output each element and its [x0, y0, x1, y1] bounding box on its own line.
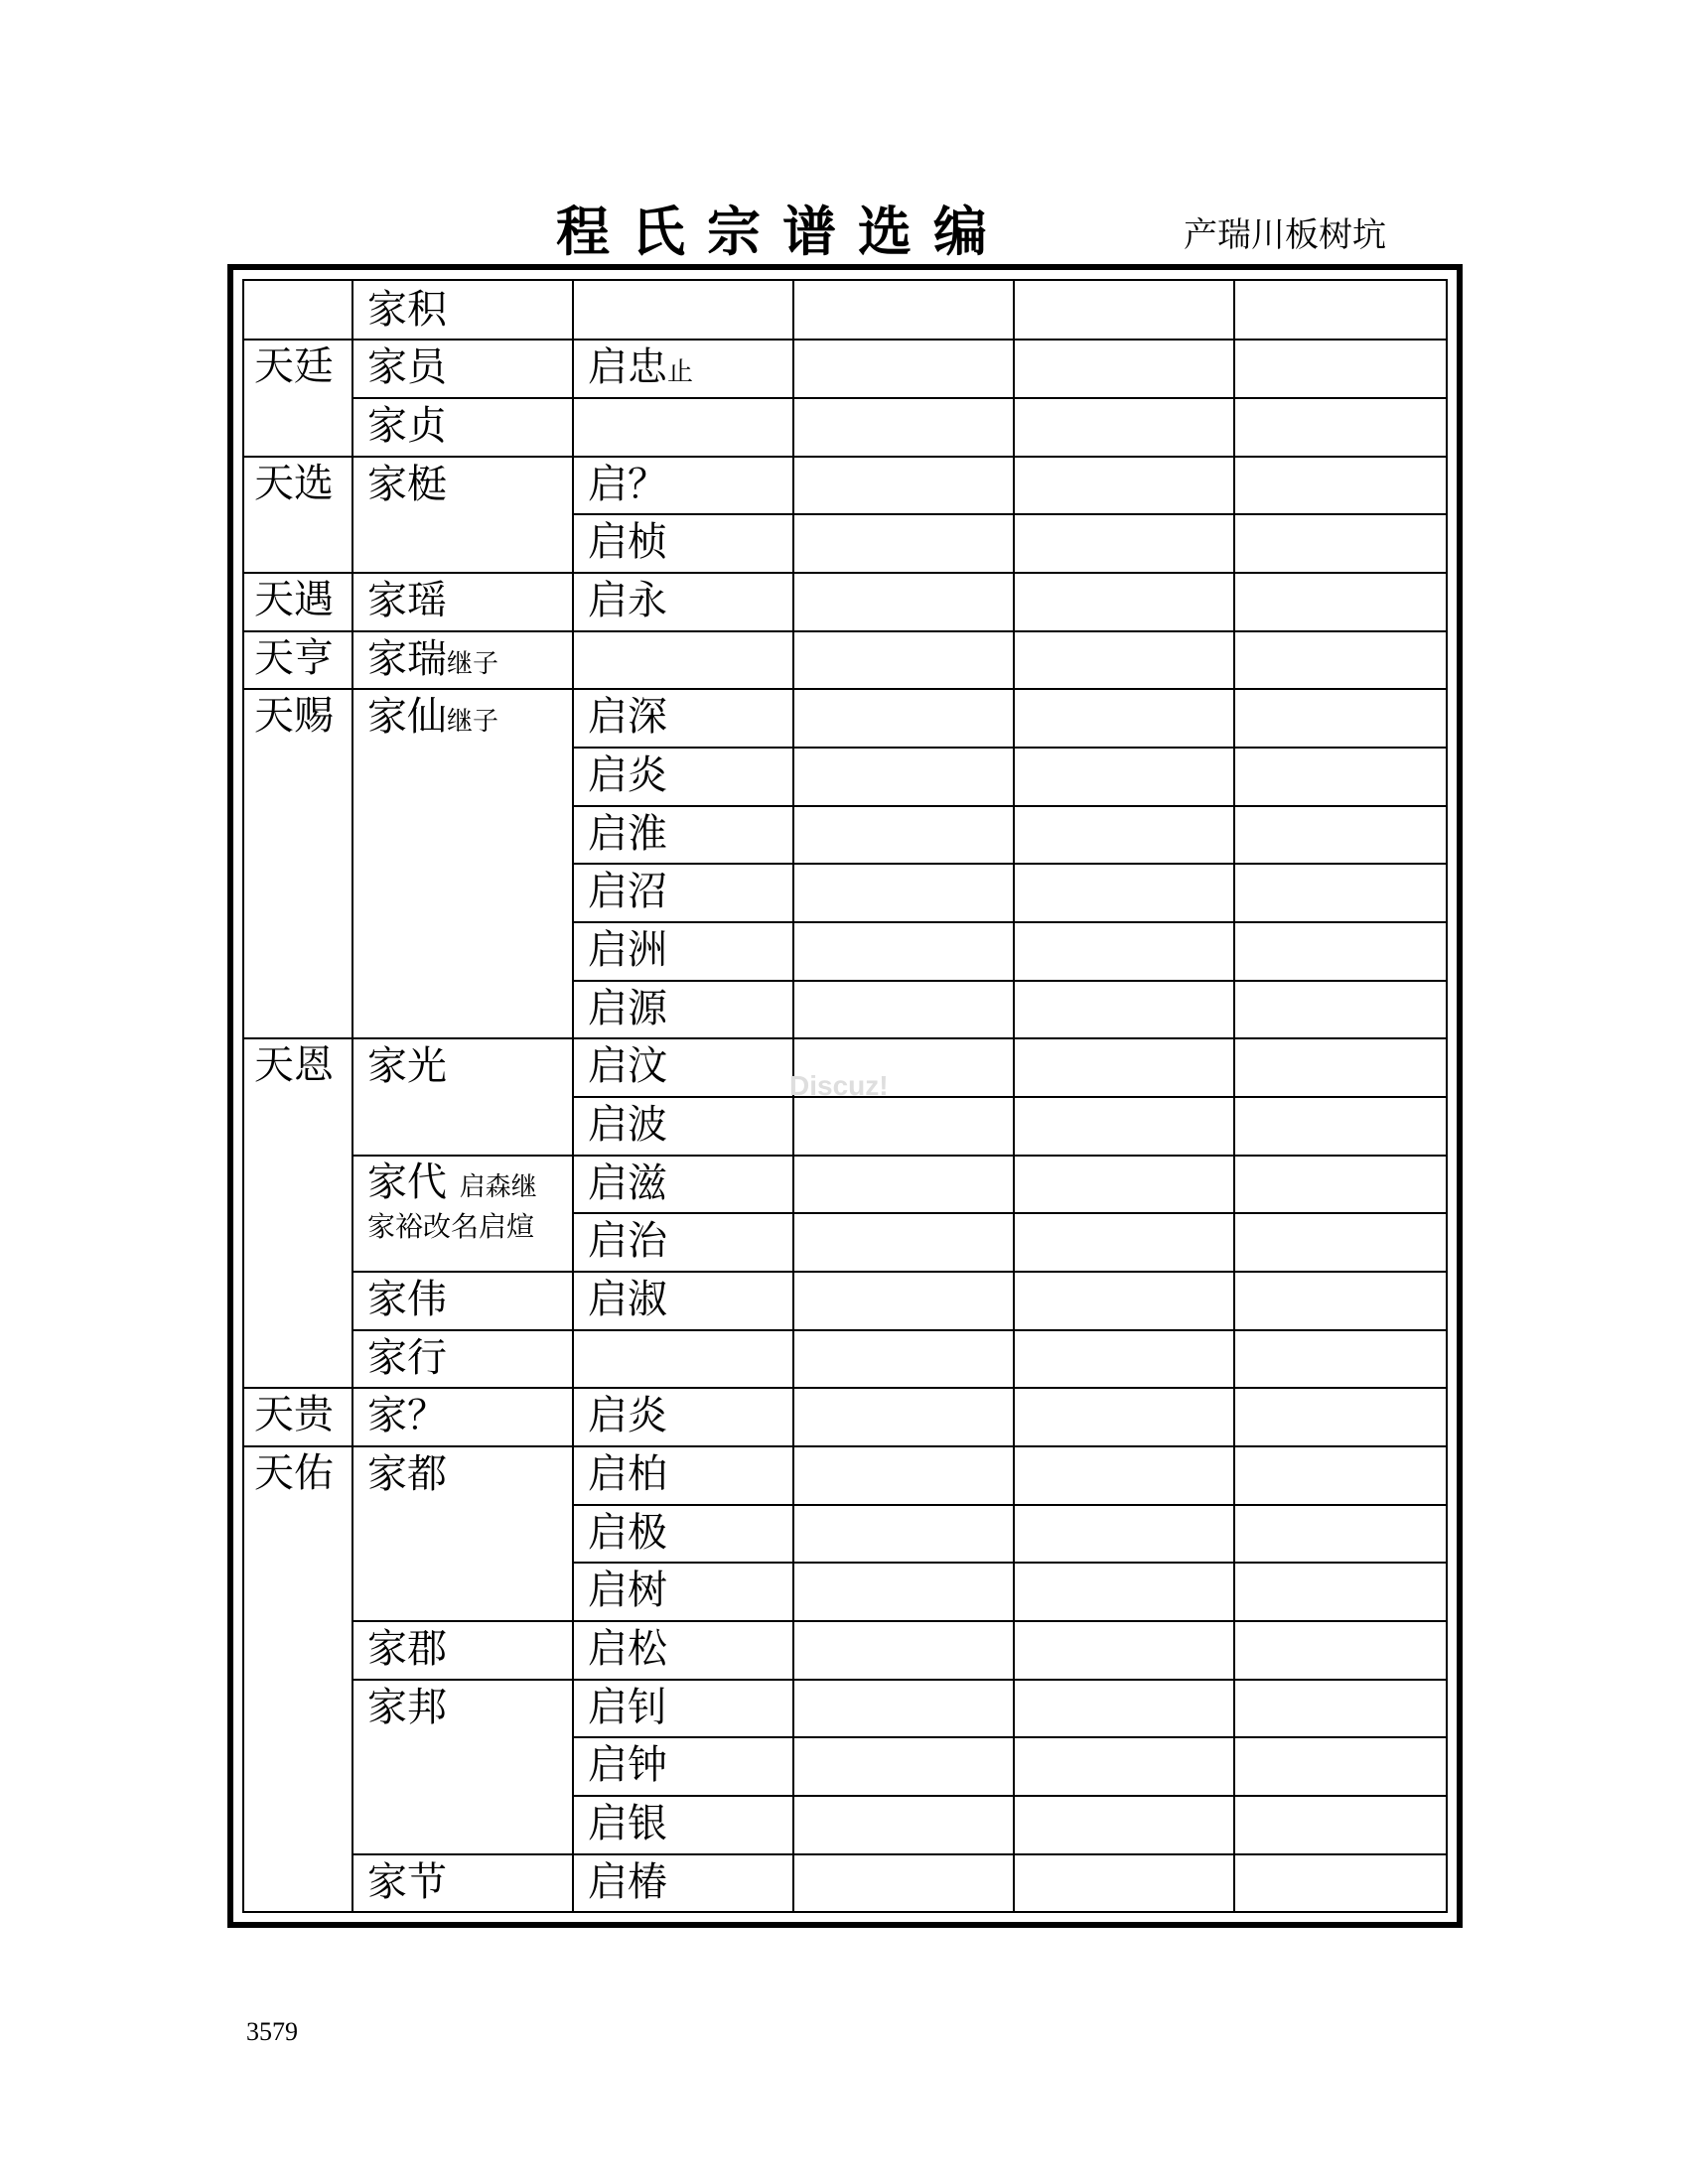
row-divider — [572, 688, 792, 690]
row-divider — [792, 688, 1448, 690]
qi-name: 启钟 — [588, 1742, 667, 1788]
row-divider — [572, 980, 792, 982]
tian-name: 天遇 — [254, 577, 334, 622]
row-divider — [572, 805, 792, 807]
jia-note: 家裕改名启煊 — [367, 1210, 535, 1243]
qi-name: 启桢 — [588, 519, 667, 565]
row-divider — [792, 572, 1448, 574]
qi-name: 启淑 — [588, 1277, 667, 1322]
row-divider — [792, 1736, 1448, 1738]
qi-name — [588, 343, 693, 396]
qi-name: 启汶 — [588, 1043, 667, 1089]
row-divider — [572, 1155, 792, 1157]
row-divider — [352, 1155, 572, 1157]
row-divider — [572, 1504, 792, 1506]
row-divider — [792, 1155, 1448, 1157]
jia-name-text: 家仙 — [367, 694, 447, 740]
row-divider — [572, 513, 792, 515]
row-divider — [352, 1271, 572, 1273]
row-divider — [572, 1212, 792, 1214]
watermark: Discuz! — [789, 1070, 889, 1101]
row-divider — [352, 1329, 572, 1331]
row-divider — [352, 572, 572, 574]
row-divider — [792, 1853, 1448, 1855]
row-divider — [572, 921, 792, 923]
qi-name: 启钊 — [588, 1685, 667, 1730]
jia-name-text: 家员 — [367, 344, 447, 390]
row-divider — [792, 1387, 1448, 1389]
qi-name: 启沼 — [588, 869, 667, 914]
row-divider — [352, 1387, 572, 1389]
qi-name: 启银 — [588, 1801, 667, 1846]
jia-name: 家积 — [367, 287, 447, 333]
jia-name-text: 家代 — [367, 1160, 447, 1205]
row-divider — [352, 1679, 572, 1681]
qi-name: 启柏 — [588, 1451, 667, 1497]
row-divider — [572, 1037, 792, 1039]
row-divider — [572, 1620, 792, 1622]
qi-name-text: 启忠 — [588, 344, 667, 390]
row-divider — [792, 747, 1448, 749]
row-divider — [572, 1271, 792, 1273]
column-divider — [352, 281, 353, 1911]
tian-name: 天选 — [254, 461, 334, 506]
row-divider — [792, 1445, 1448, 1447]
row-divider — [352, 1037, 572, 1039]
jia-name — [367, 693, 498, 746]
jia-name: 家伟 — [367, 1277, 447, 1322]
qi-name: 启松 — [588, 1626, 667, 1672]
jia-name: 家光 — [367, 1043, 447, 1089]
row-divider — [792, 863, 1448, 865]
tian-name: 天贵 — [254, 1392, 334, 1437]
row-divider — [572, 1795, 792, 1797]
row-divider — [352, 456, 572, 458]
row-divider — [572, 572, 792, 574]
row-divider — [352, 688, 572, 690]
jia-name: 家贞 — [367, 403, 447, 449]
qi-name: 启滋 — [588, 1160, 667, 1206]
row-divider — [244, 1387, 352, 1389]
qi-name: 启永 — [588, 578, 667, 623]
row-divider — [792, 921, 1448, 923]
row-divider — [792, 1271, 1448, 1273]
jia-name: 家郡 — [367, 1626, 447, 1672]
jia-name: 家梃 — [367, 462, 447, 507]
row-divider — [792, 1212, 1448, 1214]
tian-name: 天赐 — [254, 693, 334, 739]
page-title: 程氏宗谱选编 — [556, 200, 1009, 263]
page-number: 3579 — [246, 2017, 298, 2046]
row-divider — [792, 513, 1448, 515]
tian-name: 天亨 — [254, 635, 334, 681]
tian-name: 天佑 — [254, 1450, 334, 1496]
row-divider — [792, 1795, 1448, 1797]
row-divider — [572, 1445, 792, 1447]
row-divider — [352, 339, 572, 341]
row-divider — [572, 1679, 792, 1681]
row-divider — [572, 863, 792, 865]
row-divider — [352, 1445, 572, 1447]
qi-name: 启？ — [588, 462, 667, 507]
jia-name: 家节 — [367, 1859, 447, 1905]
row-divider — [792, 630, 1448, 632]
row-divider — [572, 1096, 792, 1098]
qi-name: 启波 — [588, 1102, 667, 1148]
row-divider — [572, 456, 792, 458]
qi-note: 止 — [667, 357, 694, 387]
row-divider — [792, 1620, 1448, 1622]
row-divider — [572, 1329, 792, 1331]
qi-name: 启淮 — [588, 811, 667, 857]
qi-name: 启深 — [588, 694, 667, 740]
jia-name: 家行 — [367, 1335, 447, 1381]
jia-name: 家？ — [367, 1393, 447, 1438]
qi-name: 启洲 — [588, 927, 667, 973]
row-divider — [792, 980, 1448, 982]
row-divider — [244, 1037, 352, 1039]
row-divider — [792, 1504, 1448, 1506]
row-divider — [792, 1329, 1448, 1331]
row-divider — [244, 1445, 352, 1447]
tian-name: 天恩 — [254, 1042, 334, 1088]
row-divider — [792, 456, 1448, 458]
qi-name: 启炎 — [588, 752, 667, 798]
row-divider — [352, 630, 572, 632]
row-divider — [792, 1096, 1448, 1098]
qi-name: 启源 — [588, 986, 667, 1031]
row-divider — [572, 1562, 792, 1564]
tian-name: 天廷 — [254, 343, 334, 389]
row-divider — [792, 397, 1448, 399]
row-divider — [572, 747, 792, 749]
row-divider — [792, 1679, 1448, 1681]
row-divider — [352, 1853, 572, 1855]
qi-name: 启树 — [588, 1568, 667, 1613]
row-divider — [244, 688, 352, 690]
jia-name — [367, 343, 447, 396]
qi-name: 启椿 — [588, 1859, 667, 1905]
jia-note: 继子 — [447, 707, 499, 737]
qi-name: 启治 — [588, 1218, 667, 1264]
jia-note: 启森继 — [459, 1172, 537, 1202]
jia-name-text: 家瑞 — [367, 636, 447, 682]
jia-name — [367, 635, 498, 688]
row-divider — [352, 397, 572, 399]
jia-note: 继子 — [447, 649, 499, 679]
branch-name: 产瑞川板树坑 — [1184, 215, 1386, 255]
row-divider — [792, 805, 1448, 807]
row-divider — [572, 339, 792, 341]
row-divider — [572, 630, 792, 632]
row-divider — [792, 339, 1448, 341]
row-divider — [792, 1037, 1448, 1039]
row-divider — [352, 1620, 572, 1622]
jia-name: 家都 — [367, 1451, 447, 1497]
row-divider — [572, 1853, 792, 1855]
row-divider — [244, 572, 352, 574]
qi-name: 启极 — [588, 1510, 667, 1556]
row-divider — [244, 456, 352, 458]
row-divider — [572, 1736, 792, 1738]
jia-name — [367, 1159, 537, 1211]
row-divider — [244, 339, 352, 341]
jia-name: 家瑶 — [367, 578, 447, 623]
row-divider — [792, 1562, 1448, 1564]
row-divider — [572, 1387, 792, 1389]
row-divider — [244, 630, 352, 632]
jia-name: 家邦 — [367, 1685, 447, 1730]
qi-name: 启炎 — [588, 1393, 667, 1438]
row-divider — [572, 397, 792, 399]
